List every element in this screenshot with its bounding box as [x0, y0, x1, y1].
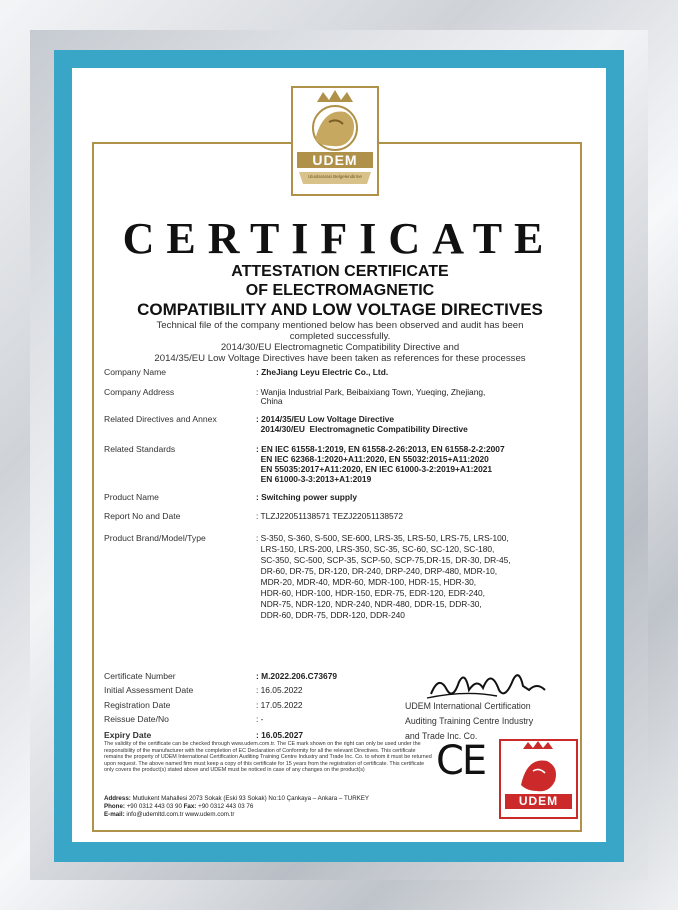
address-line	[104, 795, 369, 802]
initial-date-label: Initial Assessment Date	[104, 685, 194, 695]
directives-label: Related Directives and Annex	[104, 414, 217, 424]
udem-logo	[291, 86, 379, 196]
phone-line	[104, 803, 253, 810]
cert-number-value: : M.2022.206.C73679	[256, 671, 338, 681]
fax-label: Fax:	[183, 803, 197, 810]
directive-line-2: 2014/30/EU Electromagnetic Compatibility Directive	[256, 424, 468, 434]
brand-model-label: Product Brand/Model/Type	[104, 533, 206, 543]
intro-line-4: 2014/35/EU Low Voltage Directives have been taken as references for these processes	[154, 353, 526, 364]
company-name-label: Company Name	[104, 367, 167, 377]
attestation-line-2: OF ELECTROMAGNETIC	[245, 282, 435, 299]
reissue-label: Reissue Date/No	[104, 714, 169, 724]
product-name-value: : Switching power supply	[256, 492, 357, 502]
udem-seal	[499, 739, 578, 819]
product-name-label: Product Name	[104, 492, 159, 502]
org-line-1: UDEM International Certification	[405, 701, 531, 711]
intro-line-1: Technical file of the company mentioned below has been observed and audit has been	[156, 320, 524, 331]
registration-date-value: : 17.05.2022	[256, 700, 303, 710]
standard-line-1: : EN IEC 61558-1:2019, EN 61558-2-26:2013, EN 61558-2-2:2007	[256, 444, 505, 454]
company-address-line-1: : Wanjia Industrial Park, Beibaixiang Town, Yueqing, Zhejiang,	[256, 387, 486, 397]
model-line-4: DR-60, DR-75, DR-120, DR-240, DRP-240, DRP-480, MDR-10,	[256, 566, 498, 576]
phone-label: Phone:	[104, 803, 125, 810]
attestation-line-1: ATTESTATION CERTIFICATE	[231, 263, 449, 280]
expiry-date-value: : 16.05.2027	[256, 730, 304, 740]
standard-line-4: EN 61000-3-3:2013+A1:2019	[256, 474, 372, 484]
model-line-7: NDR-75, NDR-120, NDR-240, NDR-480, DDR-15, DDR-30,	[256, 599, 482, 609]
model-line-6: HDR-60, HDR-100, HDR-150, EDR-75, EDR-120, EDR-240,	[256, 588, 485, 598]
email-line	[104, 811, 234, 818]
validity-fine-print: The validity of the certificate can be checked through www.udem.com.tr. The CE mark shown on the right can only be used under the responsibility of the manufacturer with the completion of EC Declaration of Conformity for all the relevant Directives. This certificate remains the property of UDEM International Certification Auditing Training Centre Industry and Trade Inc. Co. to whom it must be returned upon request. The above named firm must keep a copy of this certificate for 15 years from the registration of certificate. This certificate only covers the product(s) stated above and UDEM must be noticed in case of any changes on the product(s)	[104, 741, 432, 773]
attestation-line-3: COMPATIBILITY AND LOW VOLTAGE DIRECTIVES	[137, 300, 543, 319]
report-value: : TLZJ22051138571 TEZJ22051138572	[256, 511, 403, 521]
intro-line-3: 2014/30/EU Electromagnetic Compatibility Directive and	[220, 342, 460, 353]
org-line-2: Auditing Training Centre Industry	[405, 716, 534, 726]
company-address-label: Company Address	[104, 387, 175, 397]
udem-logo-text: UDEM	[312, 152, 358, 168]
email-label: E-mail:	[104, 811, 125, 818]
udem-logo-ribbon: Uluslararasi Belgelendirme	[308, 174, 362, 179]
udem-seal-text: UDEM	[505, 794, 572, 809]
model-line-2: LRS-150, LRS-200, LRS-350, SC-35, SC-60, SC-120, SC-180,	[256, 544, 495, 554]
model-line-3: SC-350, SC-500, SCP-35, SCP-50, SCP-75,DR-15, DR-30, DR-45,	[256, 555, 511, 565]
model-line-1: : S-350, S-360, S-500, SE-600, LRS-35, LRS-50, LRS-75, LRS-100,	[256, 533, 509, 543]
certificate-title: CERTIFICATE	[122, 214, 556, 263]
intro-line-2: completed successfully.	[289, 331, 391, 342]
company-address-line-2: China	[256, 396, 283, 406]
standard-line-3: EN 55035:2017+A11:2020, EN IEC 61000-3-2:2019+A1:2021	[256, 464, 493, 474]
expiry-date-label: Expiry Date	[104, 730, 152, 740]
ce-mark: CE	[436, 738, 486, 784]
initial-date-value: : 16.05.2022	[256, 685, 303, 695]
registration-date-label: Registration Date	[104, 700, 171, 710]
email-value: info@udemltd.com.tr www.udem.com.tr	[124, 811, 235, 818]
address-label: Address:	[104, 795, 131, 802]
cert-number-label: Certificate Number	[104, 671, 176, 681]
fax-value: +90 0312 443 03 76	[196, 803, 254, 810]
standard-line-2: EN IEC 62368-1:2020+A11:2020, EN 55032:2015+A11:2020	[256, 454, 489, 464]
report-label: Report No and Date	[104, 511, 181, 521]
model-line-8: DDR-60, DDR-75, DDR-120, DDR-240	[256, 610, 405, 620]
company-name-value: : ZheJiang Leyu Electric Co., Ltd.	[256, 367, 389, 377]
phone-value: +90 0312 443 03 90	[124, 803, 184, 810]
model-line-5: MDR-20, MDR-40, MDR-60, MDR-100, HDR-15, HDR-30,	[256, 577, 477, 587]
standards-label: Related Standards	[104, 444, 176, 454]
reissue-value: : -	[256, 714, 264, 724]
address-value: Mutlukent Mahallesi 2073 Sokak (Eski 93 Sokak) No:10 Çankaya – Ankara – TURKEY	[130, 795, 370, 802]
directive-line-1: : 2014/35/EU Low Voltage Directive	[256, 414, 395, 424]
org-line-3: and Trade Inc. Co.	[405, 731, 478, 741]
